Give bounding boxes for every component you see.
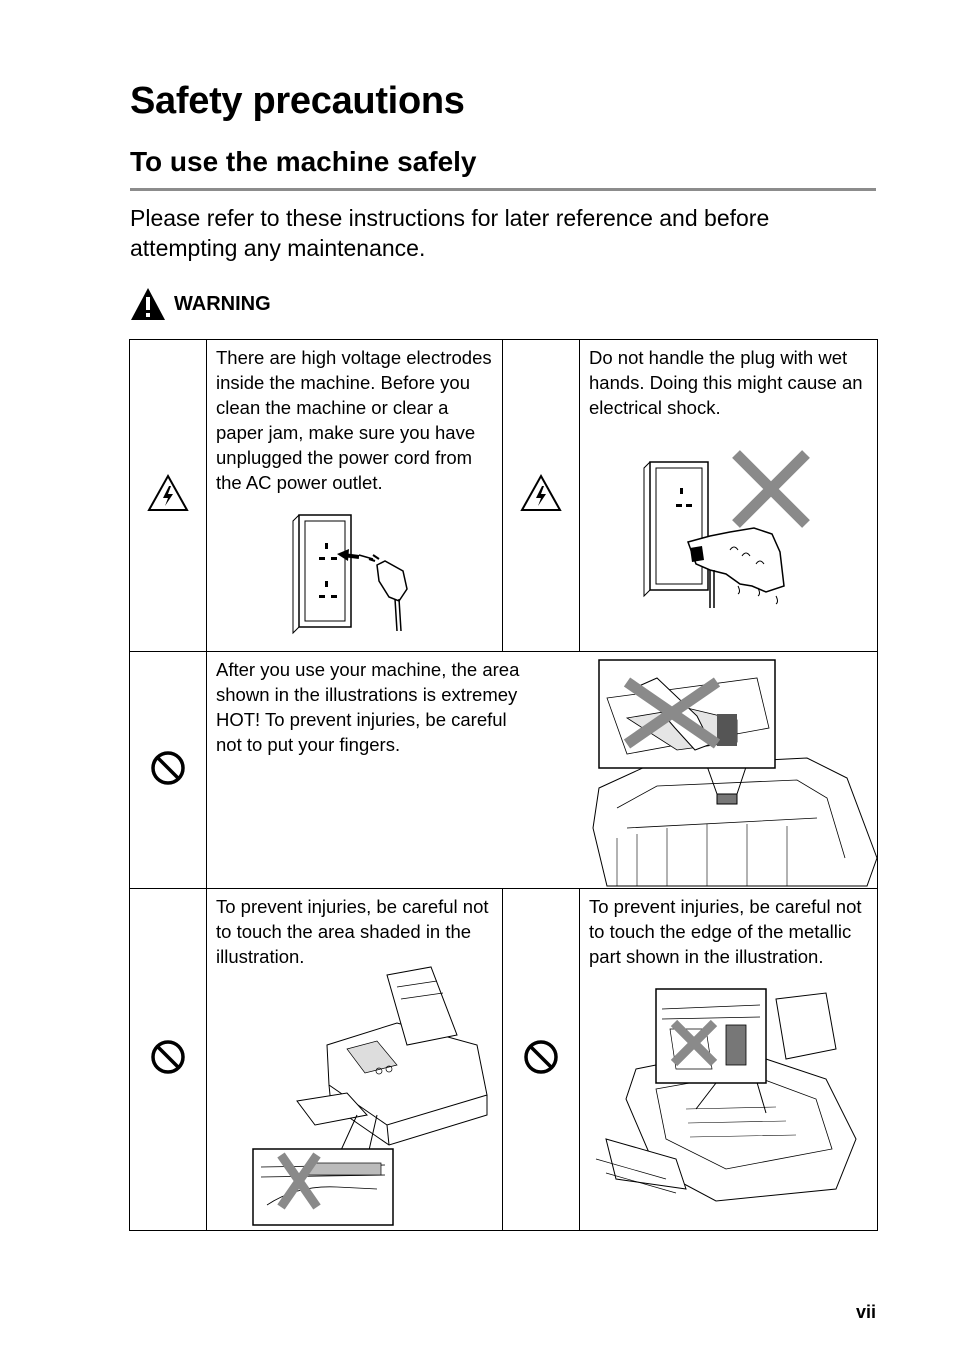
symbol-cell [130, 652, 207, 889]
metallic-edge-illustration [596, 989, 876, 1209]
metallic-edge-text: To prevent injuries, be careful not to touch the edge of the metallic part shown in the illustration. [589, 896, 862, 967]
table-row [130, 889, 878, 1231]
page-title: Safety precautions [130, 80, 465, 122]
table-row [130, 652, 878, 889]
unplug-illustration [207, 501, 501, 631]
intro-paragraph: Please refer to these instructions for later reference and before attempting any maintenance. [130, 205, 770, 261]
shaded-area-cell [207, 889, 503, 1231]
warning-triangle-icon [130, 287, 166, 321]
voltage-text: There are high voltage electrodes inside the machine. Before you clean the machine or clear a paper jam, make sure you have unplugged the power cord from the AC power outlet. [216, 347, 492, 493]
hot-area-cell [207, 652, 878, 889]
safety-table [129, 339, 878, 1231]
electric-shock-icon [520, 474, 562, 512]
symbol-cell [130, 340, 207, 652]
warning-label: WARNING [174, 292, 271, 315]
metallic-edge-cell [580, 889, 878, 1231]
wet-hands-illustration [580, 424, 876, 604]
symbol-cell [503, 889, 580, 1231]
section-title: To use the machine safely [130, 146, 477, 177]
shaded-area-text: To prevent injuries, be careful not to touch the area shaded in the illustration. [216, 896, 489, 967]
electric-shock-icon [147, 474, 189, 512]
warning-heading [130, 286, 271, 322]
prohibited-icon [150, 1039, 186, 1075]
prohibited-icon [523, 1039, 559, 1075]
wet-hands-text: Do not handle the plug with wet hands. Doing this might cause an electrical shock. [589, 347, 863, 418]
voltage-cell [207, 340, 503, 652]
section-divider [130, 188, 876, 191]
symbol-cell [130, 889, 207, 1231]
prohibited-icon [150, 750, 186, 786]
shaded-area-illustration [267, 965, 497, 1205]
hot-area-illustration [587, 658, 877, 888]
symbol-cell [503, 340, 580, 652]
hot-area-text: After you use your machine, the area shown in the illustrations is extremey HOT! To prevent injuries, be careful not to put your fingers. [216, 659, 520, 755]
page-number: vii [855, 1302, 876, 1322]
table-row [130, 340, 878, 652]
wet-hands-cell [580, 340, 878, 652]
